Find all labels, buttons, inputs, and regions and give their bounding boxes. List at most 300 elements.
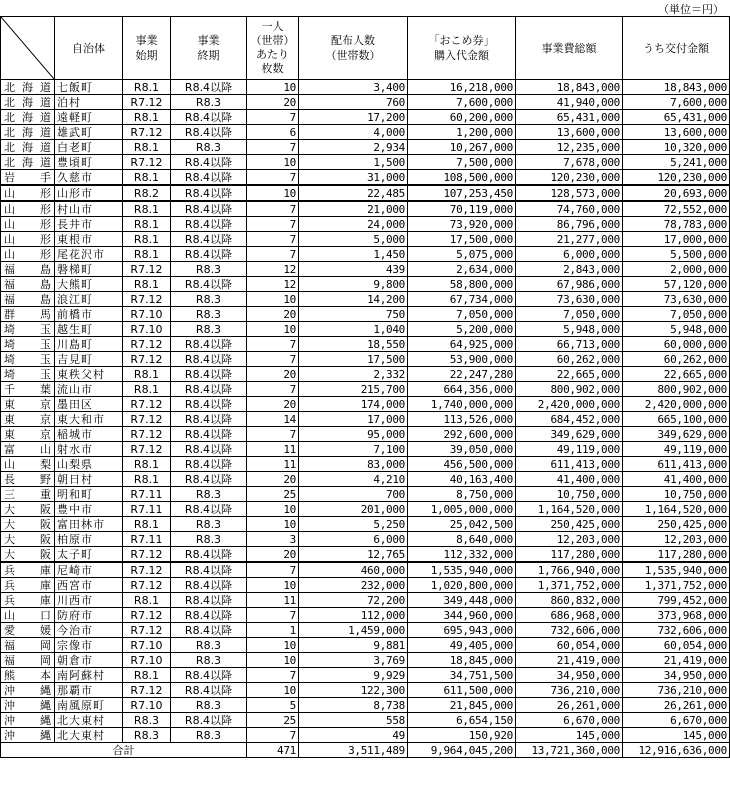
total-cost-cell: 60,262,000 [516,352,623,367]
start-cell: R8.1 [123,201,171,217]
purchase-cell: 108,500,000 [408,170,516,186]
prefecture-cell: 大阪 [1,517,55,532]
distribution-cell: 439 [299,262,408,277]
grant-cell: 60,054,000 [623,638,730,653]
per-person-cell: 7 [247,232,299,247]
per-person-cell: 20 [247,95,299,110]
grant-cell: 60,000,000 [623,337,730,352]
per-person-cell: 11 [247,457,299,472]
grant-cell: 17,000,000 [623,232,730,247]
per-person-cell: 11 [247,442,299,457]
municipality-cell: 久慈市 [55,170,123,186]
municipality-cell: 山梨県 [55,457,123,472]
municipality-cell: 南阿蘇村 [55,668,123,683]
purchase-cell: 1,740,000,000 [408,397,516,412]
per-person-cell: 7 [247,247,299,262]
start-cell: R7.12 [123,352,171,367]
prefecture-cell: 山形 [1,247,55,262]
purchase-cell: 292,600,000 [408,427,516,442]
per-person-cell: 7 [247,352,299,367]
start-cell: R8.1 [123,217,171,232]
purchase-cell: 107,253,450 [408,185,516,201]
purchase-cell: 611,500,000 [408,683,516,698]
distribution-cell: 558 [299,713,408,728]
start-cell: R7.12 [123,262,171,277]
end-cell: R8.4以降 [171,125,247,140]
prefecture-cell: 福岡 [1,653,55,668]
municipality-cell: 豊中市 [55,502,123,517]
per-person-cell: 7 [247,337,299,352]
start-cell: R7.10 [123,307,171,322]
header-start: 事業 始期 [123,17,171,80]
end-cell: R8.4以降 [171,623,247,638]
end-cell: R8.4以降 [171,713,247,728]
table-row [1,382,730,397]
distribution-cell: 21,000 [299,201,408,217]
total-cost-cell: 860,832,000 [516,593,623,608]
total-cost-cell: 5,948,000 [516,322,623,337]
end-cell: R8.4以降 [171,457,247,472]
grant-cell: 611,413,000 [623,457,730,472]
grant-cell: 1,164,520,000 [623,502,730,517]
municipality-cell: 朝倉市 [55,653,123,668]
distribution-cell: 2,332 [299,367,408,382]
end-cell: R8.3 [171,262,247,277]
prefecture-cell: 山口 [1,608,55,623]
start-cell: R7.12 [123,608,171,623]
start-cell: R7.12 [123,547,171,563]
total-distribution: 3,511,489 [299,743,408,758]
municipality-cell: 吉見町 [55,352,123,367]
grant-cell: 7,050,000 [623,307,730,322]
per-person-cell: 10 [247,517,299,532]
table-row [1,593,730,608]
total-cost-cell: 611,413,000 [516,457,623,472]
start-cell: R8.3 [123,728,171,743]
end-cell: R8.3 [171,487,247,502]
table-row [1,292,730,307]
municipality-cell: 那覇市 [55,683,123,698]
header-grant: うち交付金額 [623,17,730,80]
total-per: 471 [247,743,299,758]
distribution-cell: 5,250 [299,517,408,532]
purchase-cell: 5,200,000 [408,322,516,337]
per-person-cell: 25 [247,487,299,502]
prefecture-cell: 兵庫 [1,578,55,593]
end-cell: R8.3 [171,517,247,532]
per-person-cell: 20 [247,307,299,322]
table-row [1,668,730,683]
per-person-cell: 7 [247,201,299,217]
total-cost-cell: 1,371,752,000 [516,578,623,593]
municipality-cell: 長井市 [55,217,123,232]
end-cell: R8.4以降 [171,277,247,292]
municipality-cell: 富田林市 [55,517,123,532]
prefecture-cell: 福島 [1,292,55,307]
end-cell: R8.3 [171,653,247,668]
total-cost-cell: 22,665,000 [516,367,623,382]
prefecture-cell: 大阪 [1,502,55,517]
distribution-cell: 17,200 [299,110,408,125]
start-cell: R8.1 [123,367,171,382]
start-cell: R7.12 [123,683,171,698]
table-row [1,608,730,623]
purchase-cell: 67,734,000 [408,292,516,307]
total-cost-cell: 128,573,000 [516,185,623,201]
purchase-cell: 1,200,000 [408,125,516,140]
grant-cell: 41,400,000 [623,472,730,487]
table-row [1,262,730,277]
total-cost-cell: 120,230,000 [516,170,623,186]
grant-cell: 800,902,000 [623,382,730,397]
distribution-cell: 1,459,000 [299,623,408,638]
prefecture-cell: 埼玉 [1,352,55,367]
distribution-cell: 122,300 [299,683,408,698]
total-cost-cell: 800,902,000 [516,382,623,397]
start-cell: R8.1 [123,517,171,532]
purchase-cell: 64,925,000 [408,337,516,352]
distribution-cell: 14,200 [299,292,408,307]
grant-cell: 73,630,000 [623,292,730,307]
start-cell: R8.1 [123,170,171,186]
per-person-cell: 7 [247,170,299,186]
end-cell: R8.4以降 [171,608,247,623]
prefecture-cell: 山形 [1,217,55,232]
total-grant: 12,916,636,000 [623,743,730,758]
table-row [1,185,730,201]
table-row [1,352,730,367]
distribution-cell: 4,210 [299,472,408,487]
grant-cell: 21,419,000 [623,653,730,668]
start-cell: R7.12 [123,337,171,352]
table-row [1,140,730,155]
grant-cell: 57,120,000 [623,277,730,292]
total-cost-cell: 26,261,000 [516,698,623,713]
start-cell: R8.1 [123,80,171,95]
per-person-cell: 20 [247,367,299,382]
per-person-cell: 20 [247,472,299,487]
prefecture-cell: 福島 [1,277,55,292]
distribution-cell: 4,000 [299,125,408,140]
total-cost-cell: 74,760,000 [516,201,623,217]
grant-cell: 49,119,000 [623,442,730,457]
purchase-cell: 1,020,800,000 [408,578,516,593]
municipality-cell: 大熊町 [55,277,123,292]
end-cell: R8.4以降 [171,232,247,247]
purchase-cell: 6,654,150 [408,713,516,728]
municipality-cell: 川島町 [55,337,123,352]
start-cell: R7.12 [123,412,171,427]
purchase-cell: 25,042,500 [408,517,516,532]
end-cell: R8.4以降 [171,593,247,608]
municipality-cell: 墨田区 [55,397,123,412]
per-person-cell: 1 [247,623,299,638]
purchase-cell: 17,500,000 [408,232,516,247]
grant-cell: 5,500,000 [623,247,730,262]
total-cost-cell: 117,280,000 [516,547,623,563]
table-row [1,683,730,698]
prefecture-cell: 山形 [1,185,55,201]
grant-cell: 12,203,000 [623,532,730,547]
total-cost-cell: 684,452,000 [516,412,623,427]
header-distribution: 配布人数 （世帯数） [299,17,408,80]
total-cost-cell: 66,713,000 [516,337,623,352]
grant-cell: 373,968,000 [623,608,730,623]
municipality-cell: 明和町 [55,487,123,502]
grant-cell: 65,431,000 [623,110,730,125]
table-row [1,277,730,292]
distribution-cell: 18,550 [299,337,408,352]
grant-cell: 20,693,000 [623,185,730,201]
prefecture-cell: 岩手 [1,170,55,186]
purchase-cell: 7,500,000 [408,155,516,170]
table-row [1,638,730,653]
end-cell: R8.4以降 [171,412,247,427]
distribution-cell: 460,000 [299,562,408,578]
distribution-cell: 8,738 [299,698,408,713]
start-cell: R7.12 [123,442,171,457]
end-cell: R8.3 [171,95,247,110]
end-cell: R8.4以降 [171,382,247,397]
header-purchase: 「おこめ券」 購入代金額 [408,17,516,80]
total-cost-cell: 86,796,000 [516,217,623,232]
municipality-cell: 宗像市 [55,638,123,653]
grant-cell: 5,948,000 [623,322,730,337]
purchase-cell: 344,960,000 [408,608,516,623]
municipality-cell: 防府市 [55,608,123,623]
table-row [1,578,730,593]
municipality-cell: 村山市 [55,201,123,217]
start-cell: R7.10 [123,698,171,713]
end-cell: R8.3 [171,292,247,307]
end-cell: R8.4以降 [171,547,247,563]
end-cell: R8.3 [171,307,247,322]
prefecture-cell: 山形 [1,201,55,217]
start-cell: R7.12 [123,155,171,170]
purchase-cell: 22,247,280 [408,367,516,382]
grant-cell: 2,000,000 [623,262,730,277]
end-cell: R8.4以降 [171,337,247,352]
purchase-cell: 21,845,000 [408,698,516,713]
municipality-cell: 磐梯町 [55,262,123,277]
table-row [1,217,730,232]
start-cell: R8.1 [123,110,171,125]
start-cell: R7.12 [123,578,171,593]
prefecture-cell: 東京 [1,412,55,427]
start-cell: R8.2 [123,185,171,201]
start-cell: R8.1 [123,140,171,155]
grant-cell: 60,262,000 [623,352,730,367]
distribution-cell: 9,929 [299,668,408,683]
end-cell: R8.3 [171,322,247,337]
purchase-cell: 70,119,000 [408,201,516,217]
end-cell: R8.4以降 [171,352,247,367]
prefecture-cell: 福岡 [1,638,55,653]
grant-cell: 6,670,000 [623,713,730,728]
purchase-cell: 456,500,000 [408,457,516,472]
table-row [1,547,730,563]
total-cost-cell: 21,277,000 [516,232,623,247]
per-person-cell: 10 [247,653,299,668]
end-cell: R8.3 [171,140,247,155]
per-person-cell: 25 [247,713,299,728]
grant-cell: 22,665,000 [623,367,730,382]
table-row [1,457,730,472]
total-cost-cell: 732,606,000 [516,623,623,638]
municipality-cell: 川西市 [55,593,123,608]
table-row [1,562,730,578]
end-cell: R8.4以降 [171,502,247,517]
grant-cell: 7,600,000 [623,95,730,110]
start-cell: R8.1 [123,232,171,247]
distribution-cell: 9,800 [299,277,408,292]
municipality-cell: 泊村 [55,95,123,110]
per-person-cell: 6 [247,125,299,140]
distribution-cell: 22,485 [299,185,408,201]
distribution-cell: 174,000 [299,397,408,412]
total-cost-cell: 736,210,000 [516,683,623,698]
total-cost-cell: 145,000 [516,728,623,743]
prefecture-cell: 埼玉 [1,337,55,352]
grant-cell: 1,371,752,000 [623,578,730,593]
municipality-cell: 射水市 [55,442,123,457]
purchase-cell: 5,075,000 [408,247,516,262]
prefecture-cell: 愛媛 [1,623,55,638]
header-row [1,17,730,80]
purchase-cell: 58,800,000 [408,277,516,292]
total-cost-cell: 7,050,000 [516,307,623,322]
distribution-cell: 95,000 [299,427,408,442]
diagonal-line-icon [1,17,54,79]
start-cell: R7.12 [123,292,171,307]
distribution-cell: 1,500 [299,155,408,170]
distribution-cell: 700 [299,487,408,502]
distribution-cell: 17,000 [299,412,408,427]
table-row [1,698,730,713]
municipality-cell: 東根市 [55,232,123,247]
municipality-cell: 北大東村 [55,713,123,728]
end-cell: R8.4以降 [171,170,247,186]
total-cost-cell: 34,950,000 [516,668,623,683]
start-cell: R7.11 [123,487,171,502]
municipality-cell: 南風原町 [55,698,123,713]
distribution-cell: 3,400 [299,80,408,95]
table-row [1,728,730,743]
per-person-cell: 7 [247,608,299,623]
prefecture-cell: 山梨 [1,457,55,472]
grant-cell: 13,600,000 [623,125,730,140]
purchase-cell: 664,356,000 [408,382,516,397]
distribution-cell: 112,000 [299,608,408,623]
table-row [1,517,730,532]
prefecture-cell: 北海道 [1,140,55,155]
municipality-cell: 山形市 [55,185,123,201]
distribution-cell: 1,450 [299,247,408,262]
purchase-cell: 8,750,000 [408,487,516,502]
municipality-cell: 越生町 [55,322,123,337]
total-cost-cell: 349,629,000 [516,427,623,442]
purchase-cell: 53,900,000 [408,352,516,367]
grant-cell: 145,000 [623,728,730,743]
distribution-cell: 760 [299,95,408,110]
end-cell: R8.3 [171,638,247,653]
prefecture-cell: 大阪 [1,532,55,547]
grant-cell: 349,629,000 [623,427,730,442]
distribution-cell: 3,769 [299,653,408,668]
start-cell: R7.10 [123,322,171,337]
total-cost-cell: 18,843,000 [516,80,623,95]
table-row [1,95,730,110]
start-cell: R8.1 [123,382,171,397]
municipality-cell: 尾花沢市 [55,247,123,262]
prefecture-cell: 大阪 [1,547,55,563]
end-cell: R8.3 [171,532,247,547]
total-cost: 13,721,360,000 [516,743,623,758]
municipality-cell: 稲城市 [55,427,123,442]
header-per-person: 一人 （世帯） あたり 枚数 [247,17,299,80]
prefecture-cell: 北海道 [1,80,55,95]
start-cell: R7.12 [123,125,171,140]
prefecture-cell: 山形 [1,232,55,247]
total-cost-cell: 65,431,000 [516,110,623,125]
purchase-cell: 10,267,000 [408,140,516,155]
end-cell: R8.4以降 [171,201,247,217]
table-row [1,125,730,140]
municipality-cell: 今治市 [55,623,123,638]
end-cell: R8.4以降 [171,427,247,442]
distribution-cell: 7,100 [299,442,408,457]
municipality-cell: 浪江町 [55,292,123,307]
prefecture-cell: 埼玉 [1,322,55,337]
start-cell: R8.1 [123,668,171,683]
grant-cell: 72,552,000 [623,201,730,217]
total-cost-cell: 13,600,000 [516,125,623,140]
grant-cell: 736,210,000 [623,683,730,698]
table-row [1,247,730,262]
end-cell: R8.4以降 [171,367,247,382]
distribution-cell: 5,000 [299,232,408,247]
prefecture-cell: 沖縄 [1,728,55,743]
purchase-cell: 60,200,000 [408,110,516,125]
total-cost-cell: 2,420,000,000 [516,397,623,412]
table-row [1,442,730,457]
distribution-cell: 17,500 [299,352,408,367]
municipality-cell: 東秩父村 [55,367,123,382]
start-cell: R7.12 [123,427,171,442]
table-row [1,367,730,382]
start-cell: R8.1 [123,593,171,608]
grant-cell: 18,843,000 [623,80,730,95]
municipality-cell: 東大和市 [55,412,123,427]
total-cost-cell: 12,203,000 [516,532,623,547]
total-cost-cell: 1,766,940,000 [516,562,623,578]
purchase-cell: 7,600,000 [408,95,516,110]
purchase-cell: 39,050,000 [408,442,516,457]
grant-cell: 117,280,000 [623,547,730,563]
grant-cell: 120,230,000 [623,170,730,186]
prefecture-cell: 北海道 [1,125,55,140]
per-person-cell: 20 [247,547,299,563]
grant-cell: 732,606,000 [623,623,730,638]
distribution-cell: 9,881 [299,638,408,653]
purchase-cell: 150,920 [408,728,516,743]
per-person-cell: 10 [247,185,299,201]
purchase-cell: 1,535,940,000 [408,562,516,578]
total-cost-cell: 67,986,000 [516,277,623,292]
grant-cell: 1,535,940,000 [623,562,730,578]
start-cell: R7.12 [123,562,171,578]
purchase-cell: 16,218,000 [408,80,516,95]
